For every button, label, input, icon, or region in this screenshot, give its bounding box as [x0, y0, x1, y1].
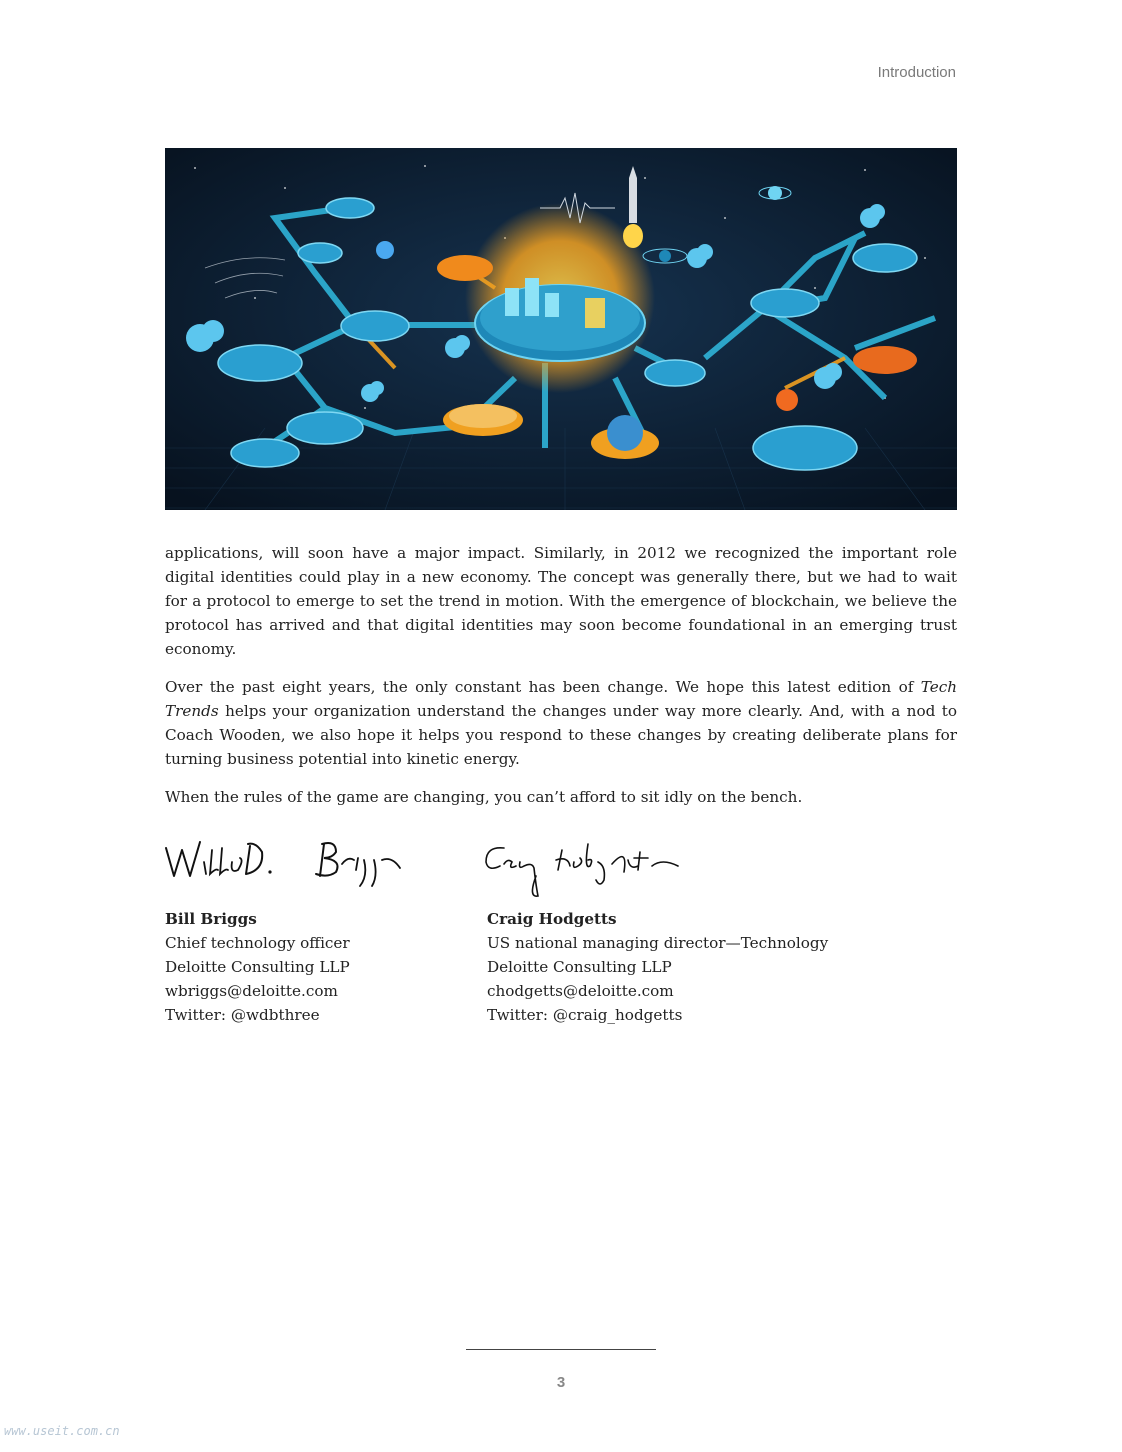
paragraph-2-text-a: Over the past eight years, the only constant has been change. We hope this latest edition of: [165, 678, 921, 696]
paragraph-1: applications, will soon have a major impact. Similarly, in 2012 we recognized the important role digital identities could play in a new economy. The concept was generally there, but we had to wait for a protocol to emerge to set the trend in motion. With the emergence of blockchain, we believe the protocol has arrived and that digital identities may soon become foundational in an emerging trust economy.: [165, 544, 957, 658]
author-twitter: Twitter: @wdbthree: [165, 1006, 320, 1024]
paragraph-3: When the rules of the game are changing, you can’t afford to sit idly on the bench.: [165, 788, 803, 806]
paragraph-2-text-b: helps your organization understand the changes under way more clearly. And, with a nod to Coach Wooden, we also hope it helps you respond to these changes by creating deliberate plans for turning business potential into kinetic energy.: [165, 702, 957, 768]
author-name: Bill Briggs: [165, 910, 257, 928]
publication-title: Tech Trends: [165, 678, 957, 720]
hero-illustration: [165, 148, 957, 510]
author-name: Craig Hodgetts: [487, 910, 617, 928]
author-block-hodgetts: [487, 907, 828, 1027]
author-company: Deloitte Consulting LLP: [165, 958, 350, 976]
signature-briggs: [160, 830, 410, 890]
author-block-briggs: [165, 907, 350, 1027]
author-title: US national managing director—Technology: [487, 934, 829, 952]
author-company: Deloitte Consulting LLP: [487, 958, 672, 976]
author-title: Chief technology officer: [165, 934, 350, 952]
author-email[interactable]: chodgetts@deloitte.com: [487, 982, 674, 1000]
author-twitter: Twitter: @craig_hodgetts: [487, 1006, 683, 1024]
page-number: 3: [556, 1374, 566, 1391]
paragraph-2: [165, 675, 957, 771]
body-text: [165, 541, 957, 823]
signature-hodgetts: [478, 836, 698, 906]
author-email[interactable]: wbriggs@deloitte.com: [165, 982, 338, 1000]
footer-divider: [466, 1349, 656, 1350]
watermark: www.useit.com.cn: [4, 1424, 120, 1438]
network-illustration: [165, 148, 957, 510]
section-header: Introduction: [877, 64, 956, 81]
